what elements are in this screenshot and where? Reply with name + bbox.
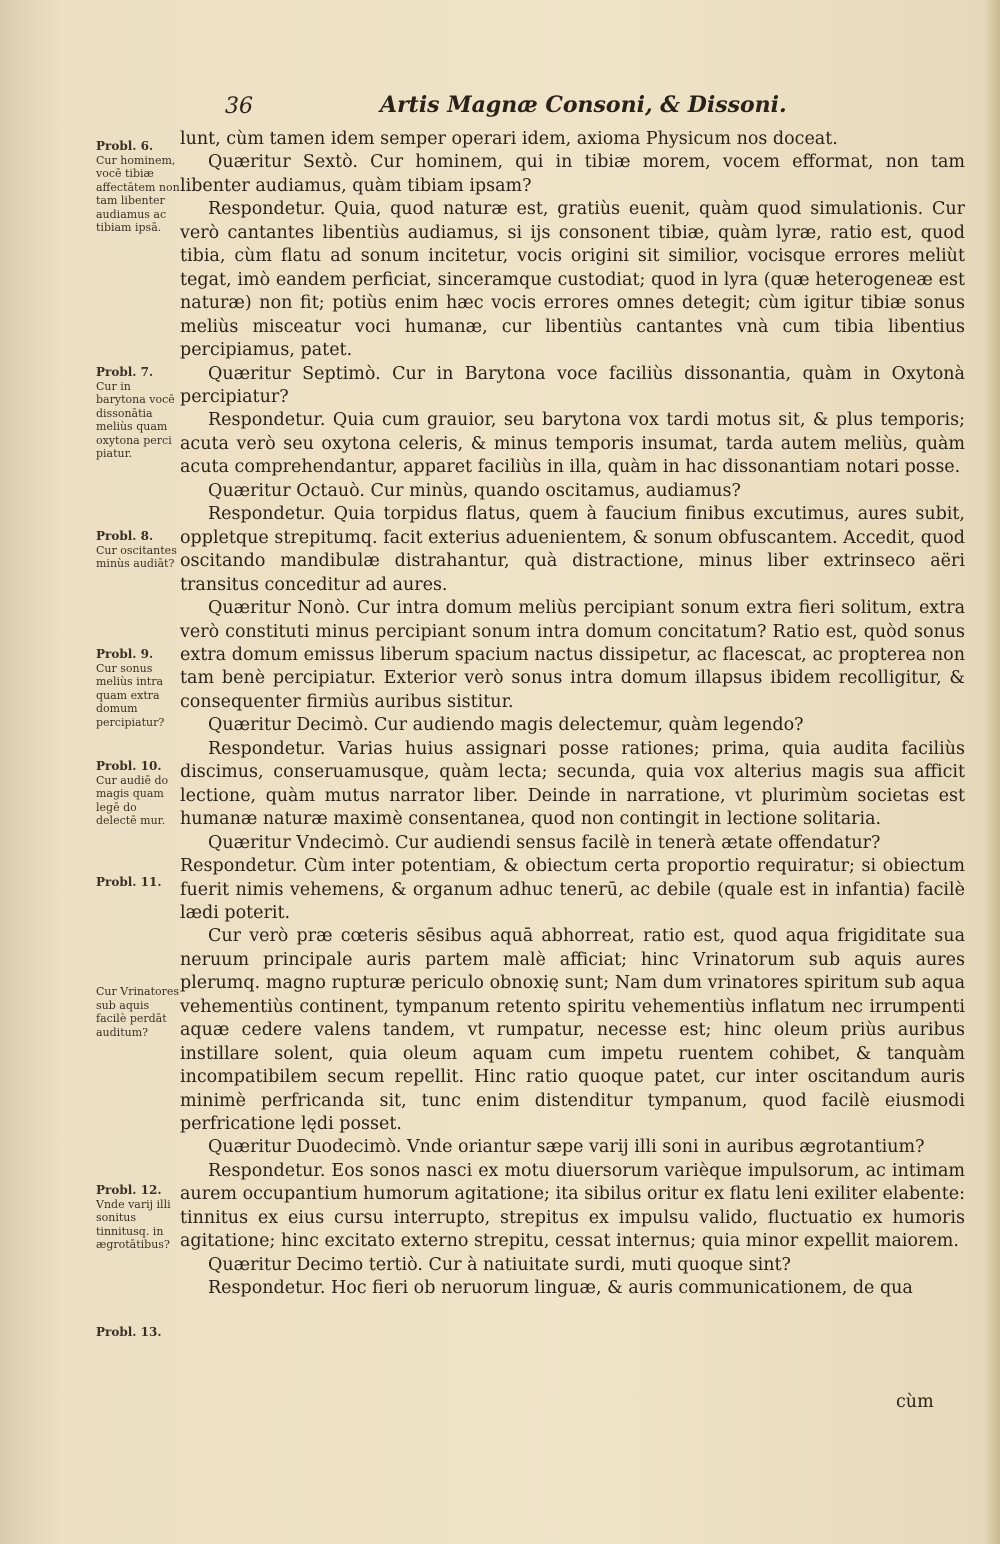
margin-note-label: Probl. 9. (96, 647, 154, 661)
margin-note-text: Cur Vrinatores sub aquis facilè perdāt auditum? (96, 985, 180, 1039)
margin-note (96, 876, 180, 890)
margin-note (96, 1184, 180, 1252)
margin-note-text: Cur oscitantes minùs audiāt? (96, 543, 177, 570)
paragraph: Respondetur. Cùm inter potentiam, & obiectum certa proportio requiratur; si obiectum fuerit nimis vehemens, & organum adhuc tenerū, ac debile (quale est in infantia) facilè lædi poterit. (180, 856, 965, 923)
margin-note-label: Probl. 10. (96, 759, 162, 773)
page-edge (986, 0, 1000, 1544)
main-text (180, 128, 965, 1301)
margin-note-label: Probl. 6. (96, 139, 154, 153)
margin-note (96, 648, 180, 729)
margin-note-label: Probl. 12. (96, 1183, 162, 1197)
paragraph: lunt, cùm tamen idem semper operari idem, axioma Physicum nos doceat. (180, 129, 838, 149)
margin-note (96, 140, 180, 235)
margin-note (96, 985, 180, 1039)
margin-note (96, 1326, 180, 1340)
margin-note-text: Cur in barytona vocē dissonātia meliùs quam oxytona perci piatur. (96, 379, 175, 460)
margin-note-text: Cur hominem, vocē tibiæ affectātem non tam libenter audiamus ac tibiam ipsā. (96, 153, 180, 234)
paragraph: Quæritur Decimo tertiò. Cur à natiuitate surdi, muti quoque sint? (208, 1254, 791, 1275)
paragraph: Quæritur Duodecimò. Vnde oriantur sæpe varij illi soni in auribus ægrotantium? (208, 1137, 925, 1158)
paragraph: Quæritur Vndecimò. Cur audiendi sensus facilè in tenerà ætate offendatur? (208, 832, 881, 853)
running-title: Artis Magnæ Consoni, & Dissoni. (380, 92, 787, 118)
margin-note-text: Cur audiē do magis quam legē do delectē mur. (96, 773, 169, 827)
margin-note (96, 530, 180, 571)
paragraph: Respondetur. Quia, quod naturæ est, gratiùs euenit, quàm quod simulationis. Cur verò cantantes libentiùs audiamus, si ijs consonent tibiæ, quàm lyræ, ratio est, quod tibia, cùm flatu ad sonum incitetur, vocis origini sit similior, vocisque errores meliùt tegat, imò eandem perficiat, sinceramque custodiat; quod in lyra (quæ heterogeneæ est naturæ) non fit; potiùs enim hæc vocis errores omnes detegit; cùm igitur tibiæ sonus meliùs misceatur voci humanæ, cur libentiùs cantantes vnà cum tibia libentius percipiamus, patet. (180, 199, 965, 361)
paragraph: Respondetur. Hoc fieri ob neruorum linguæ, & auris communicationem, de qua (208, 1278, 913, 1299)
paragraph: Cur verò præ cœteris sēsibus aquā abhorreat, ratio est, quod aqua frigiditate sua neruum principale auris partem malè afficiat; hinc Vrinatorum sub aquis aures plerumq. magno rupturæ periculo obnoxię sunt; Nam dum vrinatores spiritum sub aqua vehementiùs continent, tympanum retento spiritu vehementiùs inflatum nec irrumpenti aquæ cedere valens tandem, vt rumpatur, necesse est; hinc oleum priùs auribus instillare solent, quia oleum aquam cum impetu ruentem cohibet, & tanquàm incompatibilem secum repellit. Hinc ratio quoque patet, cur inter oscitandum auris minimè perfricanda sit, tunc enim distenditur tympanum, quod facilè eiusmodi perfricatione lędi posset. (180, 926, 965, 1135)
paragraph: Respondetur. Quia torpidus flatus, quem à faucium finibus excutimus, aures subit, oppletque strepitumq. facit exterius aduenientem, & sonum obfuscantem. Accedit, quod oscitando mandibulæ distrahantur, quà distractione, minus liber extrinseco aëri transitus conceditur ad aures. (180, 504, 965, 595)
paragraph: Quæritur Sextò. Cur hominem, qui in tibiæ morem, vocem efformat, non tam libenter audiamus, quàm tibiam ipsam? (180, 152, 965, 196)
margin-note-label: Probl. 13. (96, 1325, 162, 1339)
margin-note-label: Probl. 7. (96, 365, 154, 379)
page-number: 36 (225, 94, 253, 119)
paragraph: Respondetur. Quia cum grauior, seu barytona vox tardi motus sit, & plus temporis; acuta verò seu oxytona celeris, & minus temporis insumat, tarda autem meliùs, quàm acuta comprehendantur, apparet faciliùs in illa, quàm in hac dissonantiam notari posse. (180, 410, 965, 478)
catchword: cùm (896, 1392, 934, 1412)
page-header (225, 92, 785, 128)
paragraph: Quæritur Decimò. Cur audiendo magis delectemur, quàm legendo? (208, 715, 804, 736)
paragraph: Quæritur Septimò. Cur in Barytona voce faciliùs dissonantia, quàm in Oxytonà percipiatur? (180, 363, 965, 407)
margin-note-label: Probl. 8. (96, 529, 154, 543)
paragraph: Respondetur. Eos sonos nasci ex motu diuersorum varièque impulsorum, ac intimam aurem occupantium humorum agitatione; ita sibilus oritur ex flatu leni exiliter elabente: tinnitus ex eius cursu interrupto, strepitus ex impulsu valido, fluctuatio ex humoris agitatione; hinc excitato externo strepitu, cessat internus; quia minor expellit maiorem. (180, 1160, 965, 1252)
paragraph: Quæritur Octauò. Cur minùs, quando oscitamus, audiamus? (208, 480, 741, 501)
margin-note-label: Probl. 11. (96, 875, 162, 889)
margin-note (96, 366, 180, 461)
paragraph: Respondetur. Varias huius assignari posse rationes; prima, quia audita faciliùs discimus, conseruamusque, quàm lecta; secunda, quia vox alterius magis sua afficit lectione, quàm mutus narrator liber. Deinde in narratione, vt plurimùm societas est humanæ naturæ maximè consentanea, quod non contingit in lectione solitaria. (180, 738, 965, 830)
margin-note (96, 760, 180, 828)
margin-note-text: Vnde varij illi sonitus tinnitusq. in ægrotātibus? (96, 1197, 171, 1251)
paragraph: Quæritur Nonò. Cur intra domum meliùs percipiant sonum extra fieri solitum, extra verò constituti minus percipiant sonum intra domum concitatum? Ratio est, quòd sonus extra domum emissus liberum spacium nactus dissipetur, ac flacescat, ac propterea non tam benè percipiatur. Exterior verò sonus intra domum illapsus ibidem recolligitur, & consequenter firmiùs auribus sistitur. (180, 598, 965, 712)
margin-note-text: Cur sonus meliùs intra quam extra domum percipiatur? (96, 661, 165, 729)
